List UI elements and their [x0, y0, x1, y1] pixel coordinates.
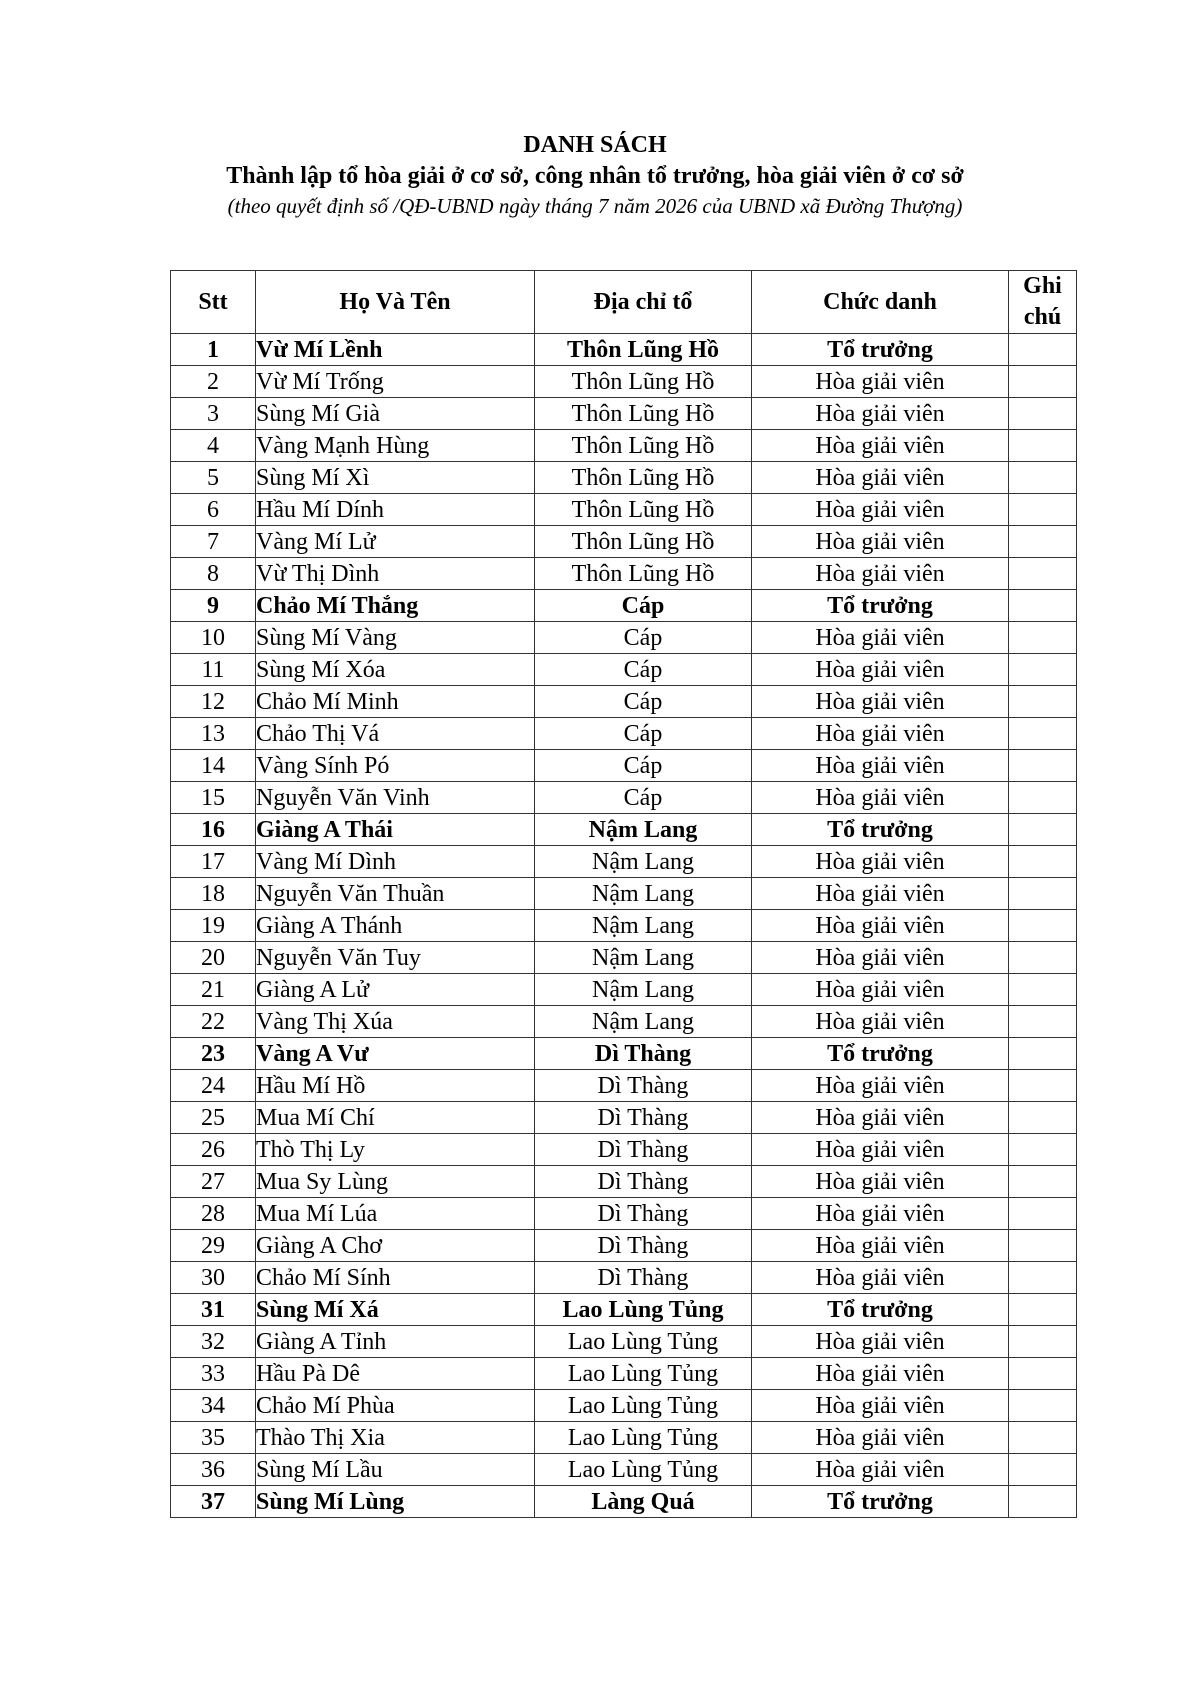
cell-name: Sùng Mí Xá: [256, 1294, 535, 1326]
cell-name: Vàng Sính Pó: [256, 750, 535, 782]
cell-address: Nậm Lang: [535, 814, 752, 846]
cell-name: Thò Thị Ly: [256, 1134, 535, 1166]
table-row: [171, 910, 1077, 942]
cell-name: Vừ Thị Dình: [256, 558, 535, 590]
cell-note: [1009, 558, 1077, 590]
table-row: [171, 334, 1077, 366]
cell-role: Hòa giải viên: [752, 654, 1009, 686]
cell-name: Giàng A Thái: [256, 814, 535, 846]
cell-stt: 31: [171, 1294, 256, 1326]
cell-note: [1009, 622, 1077, 654]
cell-stt: 26: [171, 1134, 256, 1166]
table-row: [171, 590, 1077, 622]
cell-stt: 4: [171, 430, 256, 462]
cell-role: Hòa giải viên: [752, 398, 1009, 430]
cell-note: [1009, 494, 1077, 526]
cell-role: Tổ trưởng: [752, 1038, 1009, 1070]
cell-address: Thôn Lũng Hồ: [535, 526, 752, 558]
cell-note: [1009, 1070, 1077, 1102]
cell-name: Sùng Mí Vàng: [256, 622, 535, 654]
cell-address: Nậm Lang: [535, 846, 752, 878]
cell-address: Thôn Lũng Hồ: [535, 430, 752, 462]
cell-note: [1009, 782, 1077, 814]
cell-address: Làng Quá: [535, 1486, 752, 1518]
table-row: [171, 1166, 1077, 1198]
cell-name: Sùng Mí Già: [256, 398, 535, 430]
column-header-name: Họ Và Tên: [256, 271, 535, 334]
table-row: [171, 782, 1077, 814]
cell-role: Tổ trưởng: [752, 1294, 1009, 1326]
table-row: [171, 1358, 1077, 1390]
cell-role: Hòa giải viên: [752, 942, 1009, 974]
table-row: [171, 686, 1077, 718]
cell-stt: 30: [171, 1262, 256, 1294]
cell-role: Hòa giải viên: [752, 366, 1009, 398]
column-header-stt: Stt: [171, 271, 256, 334]
cell-note: [1009, 1486, 1077, 1518]
cell-role: Hòa giải viên: [752, 622, 1009, 654]
cell-address: Nậm Lang: [535, 942, 752, 974]
cell-stt: 23: [171, 1038, 256, 1070]
cell-name: Sùng Mí Xóa: [256, 654, 535, 686]
cell-role: Hòa giải viên: [752, 526, 1009, 558]
cell-address: Nậm Lang: [535, 974, 752, 1006]
table-row: [171, 654, 1077, 686]
cell-name: Vàng A Vư: [256, 1038, 535, 1070]
cell-note: [1009, 974, 1077, 1006]
cell-note: [1009, 1262, 1077, 1294]
table-row: [171, 974, 1077, 1006]
cell-name: Chảo Thị Vá: [256, 718, 535, 750]
cell-stt: 29: [171, 1230, 256, 1262]
cell-role: Hòa giải viên: [752, 1326, 1009, 1358]
cell-name: Vừ Mí Lềnh: [256, 334, 535, 366]
cell-address: Lao Lùng Tủng: [535, 1390, 752, 1422]
cell-role: Hòa giải viên: [752, 1262, 1009, 1294]
cell-stt: 14: [171, 750, 256, 782]
cell-stt: 36: [171, 1454, 256, 1486]
cell-name: Mua Sy Lùng: [256, 1166, 535, 1198]
cell-role: Hòa giải viên: [752, 1198, 1009, 1230]
cell-name: Vàng Mí Dình: [256, 846, 535, 878]
cell-role: Hòa giải viên: [752, 1422, 1009, 1454]
cell-role: Tổ trưởng: [752, 334, 1009, 366]
table-row: [171, 1134, 1077, 1166]
table-row: [171, 1038, 1077, 1070]
cell-address: Nậm Lang: [535, 1006, 752, 1038]
cell-address: Dì Thàng: [535, 1262, 752, 1294]
cell-name: Nguyễn Văn Tuy: [256, 942, 535, 974]
cell-address: Thôn Lũng Hồ: [535, 398, 752, 430]
cell-role: Hòa giải viên: [752, 718, 1009, 750]
table-row: [171, 942, 1077, 974]
table-row: [171, 1006, 1077, 1038]
cell-address: Thôn Lũng Hồ: [535, 334, 752, 366]
cell-address: Thôn Lũng Hồ: [535, 558, 752, 590]
cell-name: Chảo Mí Sính: [256, 1262, 535, 1294]
cell-name: Vàng Mí Lử: [256, 526, 535, 558]
cell-role: Hòa giải viên: [752, 1390, 1009, 1422]
document-subtitle: Thành lập tổ hòa giải ở cơ sở, công nhân tổ trưởng, hòa giải viên ở cơ sở: [226, 163, 964, 189]
cell-note: [1009, 1166, 1077, 1198]
cell-address: Dì Thàng: [535, 1102, 752, 1134]
cell-name: Vàng Mạnh Hùng: [256, 430, 535, 462]
cell-address: Thôn Lũng Hồ: [535, 366, 752, 398]
table-row: [171, 398, 1077, 430]
cell-address: Dì Thàng: [535, 1038, 752, 1070]
table-row: [171, 558, 1077, 590]
table-row: [171, 1454, 1077, 1486]
table-row: [171, 846, 1077, 878]
table-row: [171, 1262, 1077, 1294]
cell-stt: 28: [171, 1198, 256, 1230]
cell-address: Lao Lùng Tủng: [535, 1358, 752, 1390]
table-row: [171, 1390, 1077, 1422]
cell-name: Chảo Mí Phùa: [256, 1390, 535, 1422]
cell-name: Chảo Mí Thắng: [256, 590, 535, 622]
cell-stt: 16: [171, 814, 256, 846]
cell-name: Chảo Mí Minh: [256, 686, 535, 718]
cell-address: Dì Thàng: [535, 1166, 752, 1198]
cell-note: [1009, 1006, 1077, 1038]
column-header-note: [1009, 271, 1077, 334]
cell-note: [1009, 1294, 1077, 1326]
cell-address: Nậm Lang: [535, 910, 752, 942]
cell-name: Sùng Mí Lùng: [256, 1486, 535, 1518]
cell-stt: 17: [171, 846, 256, 878]
cell-role: Hòa giải viên: [752, 1166, 1009, 1198]
cell-stt: 8: [171, 558, 256, 590]
cell-note: [1009, 1326, 1077, 1358]
cell-stt: 35: [171, 1422, 256, 1454]
table-row: [171, 1102, 1077, 1134]
cell-stt: 1: [171, 334, 256, 366]
cell-stt: 33: [171, 1358, 256, 1390]
cell-address: Cáp: [535, 782, 752, 814]
cell-role: Hòa giải viên: [752, 1006, 1009, 1038]
cell-name: Vàng Thị Xúa: [256, 1006, 535, 1038]
cell-role: Hòa giải viên: [752, 494, 1009, 526]
cell-role: Hòa giải viên: [752, 1102, 1009, 1134]
cell-name: Mua Mí Lúa: [256, 1198, 535, 1230]
column-header-note-line-2: chú: [1023, 304, 1062, 330]
document-title: DANH SÁCH: [523, 132, 667, 158]
cell-stt: 19: [171, 910, 256, 942]
cell-role: Hòa giải viên: [752, 1454, 1009, 1486]
cell-name: Hầu Pà Dê: [256, 1358, 535, 1390]
cell-name: Sùng Mí Lầu: [256, 1454, 535, 1486]
table-row: [171, 1422, 1077, 1454]
cell-stt: 11: [171, 654, 256, 686]
cell-stt: 37: [171, 1486, 256, 1518]
column-header-address: Địa chỉ tổ: [535, 271, 752, 334]
cell-role: Hòa giải viên: [752, 558, 1009, 590]
cell-note: [1009, 430, 1077, 462]
cell-stt: 7: [171, 526, 256, 558]
table-row: [171, 430, 1077, 462]
document-header: [0, 130, 1190, 220]
cell-stt: 6: [171, 494, 256, 526]
cell-note: [1009, 1102, 1077, 1134]
cell-name: Nguyễn Văn Thuần: [256, 878, 535, 910]
cell-note: [1009, 686, 1077, 718]
cell-note: [1009, 366, 1077, 398]
cell-stt: 24: [171, 1070, 256, 1102]
cell-stt: 12: [171, 686, 256, 718]
cell-name: Sùng Mí Xì: [256, 462, 535, 494]
cell-role: Hòa giải viên: [752, 974, 1009, 1006]
cell-role: Hòa giải viên: [752, 686, 1009, 718]
cell-role: Tổ trưởng: [752, 814, 1009, 846]
table-row: [171, 462, 1077, 494]
cell-stt: 32: [171, 1326, 256, 1358]
table-row: [171, 750, 1077, 782]
cell-note: [1009, 814, 1077, 846]
cell-name: Giàng A Chơ: [256, 1230, 535, 1262]
cell-note: [1009, 910, 1077, 942]
cell-role: Hòa giải viên: [752, 462, 1009, 494]
cell-stt: 15: [171, 782, 256, 814]
cell-note: [1009, 1198, 1077, 1230]
cell-address: Dì Thàng: [535, 1134, 752, 1166]
cell-stt: 13: [171, 718, 256, 750]
table-row: [171, 1230, 1077, 1262]
table-row: [171, 1198, 1077, 1230]
cell-address: Nậm Lang: [535, 878, 752, 910]
table-row: [171, 1294, 1077, 1326]
cell-note: [1009, 846, 1077, 878]
table-row: [171, 878, 1077, 910]
cell-role: Hòa giải viên: [752, 430, 1009, 462]
table-row: [171, 622, 1077, 654]
cell-role: Hòa giải viên: [752, 1134, 1009, 1166]
cell-note: [1009, 462, 1077, 494]
cell-address: Thôn Lũng Hồ: [535, 462, 752, 494]
cell-stt: 20: [171, 942, 256, 974]
cell-stt: 9: [171, 590, 256, 622]
cell-address: Cáp: [535, 686, 752, 718]
cell-address: Cáp: [535, 654, 752, 686]
cell-address: Dì Thàng: [535, 1070, 752, 1102]
cell-stt: 3: [171, 398, 256, 430]
cell-note: [1009, 1422, 1077, 1454]
cell-role: Tổ trưởng: [752, 1486, 1009, 1518]
cell-stt: 25: [171, 1102, 256, 1134]
table-row: [171, 526, 1077, 558]
cell-note: [1009, 654, 1077, 686]
cell-role: Hòa giải viên: [752, 782, 1009, 814]
cell-address: Lao Lùng Tủng: [535, 1422, 752, 1454]
mediator-roster-table: [170, 270, 1077, 1518]
table-row: [171, 718, 1077, 750]
cell-note: [1009, 590, 1077, 622]
cell-note: [1009, 1358, 1077, 1390]
cell-name: Vừ Mí Trống: [256, 366, 535, 398]
cell-role: Hòa giải viên: [752, 750, 1009, 782]
table-body: [171, 334, 1077, 1518]
cell-stt: 34: [171, 1390, 256, 1422]
cell-role: Hòa giải viên: [752, 910, 1009, 942]
cell-stt: 2: [171, 366, 256, 398]
cell-note: [1009, 1454, 1077, 1486]
cell-address: Dì Thàng: [535, 1230, 752, 1262]
cell-note: [1009, 1230, 1077, 1262]
cell-address: Cáp: [535, 750, 752, 782]
table-row: [171, 814, 1077, 846]
cell-name: Hầu Mí Hồ: [256, 1070, 535, 1102]
cell-note: [1009, 878, 1077, 910]
cell-note: [1009, 1390, 1077, 1422]
cell-stt: 21: [171, 974, 256, 1006]
cell-role: Tổ trưởng: [752, 590, 1009, 622]
cell-address: Cáp: [535, 718, 752, 750]
cell-address: Cáp: [535, 590, 752, 622]
cell-address: Dì Thàng: [535, 1198, 752, 1230]
cell-name: Giàng A Lử: [256, 974, 535, 1006]
cell-address: Lao Lùng Tủng: [535, 1454, 752, 1486]
cell-address: Lao Lùng Tủng: [535, 1294, 752, 1326]
cell-note: [1009, 942, 1077, 974]
cell-name: Nguyễn Văn Vinh: [256, 782, 535, 814]
cell-stt: 22: [171, 1006, 256, 1038]
cell-note: [1009, 1038, 1077, 1070]
table-header-row: [171, 271, 1077, 334]
cell-name: Giàng A Thánh: [256, 910, 535, 942]
cell-note: [1009, 718, 1077, 750]
cell-role: Hòa giải viên: [752, 1358, 1009, 1390]
cell-address: Lao Lùng Tủng: [535, 1326, 752, 1358]
cell-address: Cáp: [535, 622, 752, 654]
cell-stt: 18: [171, 878, 256, 910]
document-decision-note: (theo quyết định số /QĐ-UBND ngày tháng 7 năm 2026 của UBND xã Đường Thượng): [227, 194, 963, 218]
cell-name: Hầu Mí Dính: [256, 494, 535, 526]
cell-role: Hòa giải viên: [752, 1070, 1009, 1102]
table-row: [171, 494, 1077, 526]
cell-role: Hòa giải viên: [752, 1230, 1009, 1262]
cell-note: [1009, 334, 1077, 366]
cell-name: Thào Thị Xia: [256, 1422, 535, 1454]
cell-stt: 10: [171, 622, 256, 654]
cell-note: [1009, 398, 1077, 430]
column-header-role: Chức danh: [752, 271, 1009, 334]
table-row: [171, 366, 1077, 398]
column-header-note-line-1: Ghi: [1023, 273, 1062, 299]
cell-note: [1009, 1134, 1077, 1166]
cell-note: [1009, 526, 1077, 558]
table-row: [171, 1486, 1077, 1518]
cell-note: [1009, 750, 1077, 782]
table-row: [171, 1326, 1077, 1358]
cell-name: Giàng A Tỉnh: [256, 1326, 535, 1358]
cell-address: Thôn Lũng Hồ: [535, 494, 752, 526]
cell-role: Hòa giải viên: [752, 878, 1009, 910]
cell-role: Hòa giải viên: [752, 846, 1009, 878]
cell-stt: 5: [171, 462, 256, 494]
cell-stt: 27: [171, 1166, 256, 1198]
table-row: [171, 1070, 1077, 1102]
cell-name: Mua Mí Chí: [256, 1102, 535, 1134]
